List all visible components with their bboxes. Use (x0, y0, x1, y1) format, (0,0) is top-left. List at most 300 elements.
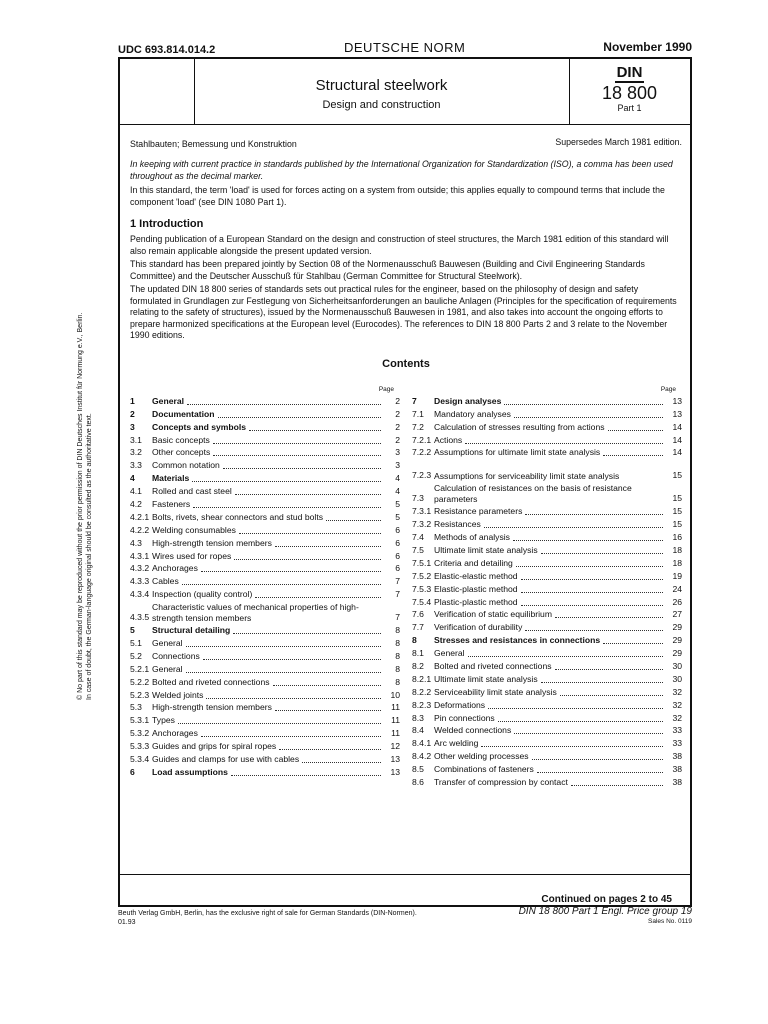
section-title: Bolted and riveted connections (434, 661, 552, 672)
decimal-marker-note: In keeping with current practice in standards published by the International Organization for Standardization (ISO), a comma has been used throughout as the decimal marker. (130, 159, 673, 181)
print-code: 01.93 (118, 919, 136, 926)
page-number: 27 (672, 609, 682, 620)
contents-entry (130, 484, 400, 497)
page-number: 33 (672, 738, 682, 749)
norm-label: DEUTSCHE NORM (344, 40, 466, 55)
contents-entry (130, 752, 400, 765)
section-number: 7.2.3 (412, 470, 432, 481)
section-number: 8.2.3 (412, 699, 432, 710)
section-title: Common notation (152, 460, 220, 471)
contents-entry (412, 394, 682, 407)
section-title: Pin connections (434, 712, 495, 723)
leader-dots (302, 762, 381, 763)
section-number: 7.3 (412, 493, 424, 504)
section-title: Structural detailing (152, 625, 231, 636)
page-number: 18 (672, 545, 682, 556)
section-number: 8.2.1 (412, 673, 432, 684)
section-title: Deformations (434, 699, 486, 710)
section-title: Types (152, 715, 175, 726)
page-number: 7 (395, 589, 400, 600)
contents-entry (130, 701, 400, 714)
intro-paragraph-1: Pending publication of a European Standard on the design and construction of steel structures, the March 1981 edition of this standard will also remain applicable alongside the present updated version. (130, 234, 669, 256)
section-number: 7.6 (412, 609, 424, 620)
section-title: Other concepts (152, 447, 211, 458)
leader-dots (235, 494, 381, 495)
contents-entry (412, 633, 682, 646)
page-number: 32 (672, 686, 682, 697)
page-number: 7 (395, 612, 400, 623)
contents-entry (412, 762, 682, 775)
contents-entry (412, 620, 682, 633)
leader-dots (255, 597, 381, 598)
authoritative-text-line: In case of doubt, the German-language original should be consulted as the authoritative text. (86, 413, 93, 700)
section-title: Concepts and symbols (152, 421, 247, 432)
contents-entry (412, 736, 682, 749)
page-number: 15 (672, 470, 682, 481)
section-number: 4.2 (130, 499, 142, 510)
contents-entry (130, 636, 400, 649)
page-number: 24 (672, 583, 682, 594)
contents-entry (412, 420, 682, 433)
leader-dots (532, 759, 663, 760)
section-number: 8.2.2 (412, 686, 432, 697)
section-title: Calculation of stresses resulting from actions (434, 421, 605, 432)
section-title: Assumptions for serviceability limit state analysis (434, 470, 620, 481)
contents-entry (130, 688, 400, 701)
section-number: 1 (130, 395, 135, 406)
contents-entry (412, 698, 682, 711)
page-number: 5 (395, 511, 400, 522)
sales-number: Sales No. 0119 (648, 918, 692, 925)
page-number: 4 (395, 486, 400, 497)
leader-dots (498, 721, 663, 722)
section-number: 4.3.5 (130, 612, 150, 623)
section-number: 7.5.2 (412, 570, 432, 581)
document-header (118, 40, 692, 58)
leader-dots (525, 630, 663, 631)
section-number: 8.5 (412, 764, 424, 775)
section-number: 3.3 (130, 460, 142, 471)
leader-dots (275, 546, 381, 547)
section-title: Plastic-plastic method (434, 596, 518, 607)
contents-entry (130, 623, 400, 636)
section-number: 4.3.4 (130, 589, 150, 600)
contents-entry (412, 543, 682, 556)
page-number: 38 (672, 764, 682, 775)
page-number: 4 (395, 473, 400, 484)
bottom-rule (120, 874, 690, 875)
contents-entry (130, 446, 400, 459)
contents-entry (130, 523, 400, 536)
german-title: Stahlbauten; Bemessung und Konstruktion (130, 139, 297, 149)
leader-dots (234, 559, 381, 560)
contents-entry (130, 574, 400, 587)
page-number: 11 (391, 702, 400, 713)
page-number: 2 (395, 408, 400, 419)
section-number: 6 (130, 766, 135, 777)
section-title: High-strength tension members (152, 702, 272, 713)
section-title: Other welding processes (434, 751, 529, 762)
section-title: Resistances (434, 519, 481, 530)
leader-dots (201, 571, 381, 572)
page-number: 30 (672, 673, 682, 684)
page-number: 19 (672, 570, 682, 581)
contents-entry (130, 458, 400, 471)
leader-dots (193, 507, 381, 508)
section-title: Verification of static equilibrium (434, 609, 552, 620)
contents-entry (412, 530, 682, 543)
contents-entry (412, 517, 682, 530)
leader-dots (514, 417, 663, 418)
contents-column-right (412, 384, 682, 788)
section-number: 5.2.2 (130, 676, 150, 687)
section-number: 7.2.1 (412, 434, 432, 445)
section-title: Mandatory analyses (434, 408, 511, 419)
leader-dots (488, 708, 663, 709)
contents-entry (412, 749, 682, 762)
intro-paragraph-2: This standard has been prepared jointly by Section 08 of the Normenausschuß Bauwesen (Building and Civil Engineering Standards Committee) and the Deutscher Ausschuß für Stahlbau (German Committee for Structural Steelwork). (130, 259, 645, 281)
section-title: Basic concepts (152, 434, 210, 445)
section-number: 7.7 (412, 622, 424, 633)
page-number: 29 (672, 648, 682, 659)
contents-entry (412, 608, 682, 621)
title-cell (194, 59, 570, 124)
din-number: 18 800 (601, 83, 658, 103)
leader-dots (481, 746, 663, 747)
contents-entry (130, 510, 400, 523)
section-title: Verification of durability (434, 622, 523, 633)
section-title: Documentation (152, 408, 215, 419)
section-title: Cables (152, 576, 179, 587)
leader-dots (484, 527, 663, 528)
contents-entry (412, 724, 682, 737)
standard-frame (118, 57, 692, 907)
page-number: 38 (672, 751, 682, 762)
page-number: 16 (672, 532, 682, 543)
section-number: 7.2.2 (412, 447, 432, 458)
section-title: High-strength tension members (152, 537, 272, 548)
section-title: Bolted and riveted connections (152, 676, 270, 687)
leader-dots (182, 584, 381, 585)
publisher-rights: Beuth Verlag GmbH, Berlin, has the exclusive right of sale for German Standards (DIN-Normen). (118, 910, 417, 917)
contents-entry (130, 726, 400, 739)
section-title: Welded connections (434, 725, 512, 736)
section-number: 5.3.3 (130, 741, 150, 752)
contents-entry (130, 433, 400, 446)
contents-entry (130, 549, 400, 562)
leader-dots (560, 695, 663, 696)
section-number: 5.2.3 (130, 689, 150, 700)
section-title: Guides and clamps for use with cables (152, 754, 300, 765)
issue-date: November 1990 (603, 40, 692, 54)
page-number: 13 (390, 766, 400, 777)
contents-entry (412, 433, 682, 446)
section-title: Inspection (quality control) (152, 589, 253, 600)
leader-dots (541, 682, 663, 683)
section-number: 4.3.1 (130, 550, 150, 561)
section-number: 4.3.3 (130, 576, 150, 587)
page-number: 18 (672, 557, 682, 568)
page-number: 5 (395, 499, 400, 510)
section-number: 7.5 (412, 545, 424, 556)
page-number: 29 (672, 622, 682, 633)
section-title: Elastic-elastic method (434, 570, 518, 581)
leader-dots (465, 443, 663, 444)
leader-dots (603, 643, 663, 644)
page-number: 26 (672, 596, 682, 607)
copyright-line: © No part of this standard may be reproduced without the prior permission of DIN Deutsches Institut für Normung e.V., Berlin. (77, 312, 84, 700)
contents-entry (130, 471, 400, 484)
page-number: 13 (672, 395, 682, 406)
page-number: 8 (395, 638, 400, 649)
leader-dots (273, 685, 381, 686)
section-title: Guides and grips for spiral ropes (152, 741, 277, 752)
section-title: Rolled and cast steel (152, 486, 232, 497)
contents-heading: Contents (382, 358, 430, 370)
section-number: 8.2 (412, 661, 424, 672)
din-logo: DIN (616, 64, 643, 81)
intro-paragraph-3: The updated DIN 18 800 series of standards sets out practical rules for the engineer, based on the philosophy of design and safety formulated in Grundlagen zur Festlegung von Sicherheitsanforderungen an bauliche Anlagen (Principles for the specification of requirements relating to the safety of structures), issued by the Normenausschuß Bauwesen in 1981, and also takes into account the ongoing efforts to prepare harmonized specifications at the European level (Eurocodes). The references to DIN 18 800 Parts 2 and 3 relate to the November 1990 editions. (130, 284, 677, 340)
contents-entry (412, 569, 682, 582)
section-title: Wires used for ropes (152, 550, 232, 561)
leader-dots (203, 659, 381, 660)
section-number: 8.4.2 (412, 751, 432, 762)
leader-dots (233, 633, 381, 634)
introduction-heading: 1 Introduction (130, 218, 204, 230)
leader-dots (326, 520, 381, 521)
leader-dots (521, 605, 663, 606)
section-title: Welding consumables (152, 524, 236, 535)
section-number: 8 (412, 635, 417, 646)
section-number: 4.3.2 (130, 563, 150, 574)
section-title: Anchorages (152, 563, 198, 574)
section-title: Stresses and resistances in connections (434, 635, 601, 646)
leader-dots (231, 775, 381, 776)
leader-dots (213, 455, 381, 456)
load-term-note: In this standard, the term 'load' is used for forces acting on a system from outside; this applies equally to compound terms that include the component 'load' (see DIN 1080 Part 1). (130, 185, 665, 207)
section-number: 7.3.2 (412, 519, 432, 530)
document-title: Structural steelwork (315, 77, 448, 94)
section-number: 2 (130, 408, 135, 419)
section-title: Resistance parameters (434, 506, 523, 517)
leader-dots (571, 785, 663, 786)
leader-dots (468, 656, 663, 657)
section-title: General (152, 663, 183, 674)
contents-entry (412, 685, 682, 698)
section-title: General (434, 648, 465, 659)
contents-entry (412, 775, 682, 788)
leader-dots (275, 710, 381, 711)
section-number: 7.1 (412, 408, 424, 419)
section-title: Arc welding (434, 738, 479, 749)
section-title: Bolts, rivets, shear connectors and stud bolts (152, 511, 324, 522)
copyright-side-note (76, 280, 94, 700)
contents-entry (130, 649, 400, 662)
section-number: 4.3 (130, 537, 142, 548)
section-title: Transfer of compression by contact (434, 777, 568, 788)
contents-entry (412, 659, 682, 672)
contents-entry (412, 446, 682, 459)
leader-dots (213, 443, 381, 444)
supersedes-note: Supersedes March 1981 edition. (555, 137, 682, 147)
page-number: 30 (672, 661, 682, 672)
page-number: 10 (390, 689, 400, 700)
din-part: Part 1 (617, 103, 642, 113)
leader-dots (218, 417, 381, 418)
section-number: 7.4 (412, 532, 424, 543)
section-title: Methods of analysis (434, 532, 510, 543)
page-number: 15 (672, 506, 682, 517)
leader-dots (249, 430, 381, 431)
page-number: 38 (672, 777, 682, 788)
section-title: Welded joints (152, 689, 204, 700)
page-number: 2 (395, 421, 400, 432)
page-number: 6 (395, 537, 400, 548)
leader-dots (603, 455, 663, 456)
page-number: 3 (395, 447, 400, 458)
section-title: Load assumptions (152, 766, 228, 777)
leader-dots (608, 430, 663, 431)
section-title: Materials (152, 473, 190, 484)
din-number-cell (569, 59, 690, 124)
section-title: Combinations of fasteners (434, 764, 534, 775)
section-number: 4.2.1 (130, 511, 150, 522)
contents-column-left (130, 384, 400, 778)
section-title: Design analyses (434, 395, 502, 406)
page-number: 14 (672, 447, 682, 458)
contents-entry (412, 646, 682, 659)
leader-dots (178, 723, 381, 724)
leader-dots (525, 514, 663, 515)
section-number: 4.1 (130, 486, 142, 497)
leader-dots (537, 772, 663, 773)
contents-entry (412, 458, 682, 481)
leader-dots (239, 533, 381, 534)
section-title: Assumptions for ultimate limit state analysis (434, 447, 601, 458)
section-number: 5.2 (130, 650, 142, 661)
page-number: 11 (391, 728, 400, 739)
page-number: 13 (390, 754, 400, 765)
page-number: 13 (672, 408, 682, 419)
page-number: 29 (672, 635, 682, 646)
section-number: 8.1 (412, 648, 424, 659)
section-title: Serviceability limit state analysis (434, 686, 557, 697)
section-title: Ultimate limit state analysis (434, 673, 538, 684)
contents-entry (130, 536, 400, 549)
contents-entry (130, 765, 400, 778)
leader-dots (555, 669, 663, 670)
continued-note: Continued on pages 2 to 45 (541, 894, 672, 905)
section-number: 3.1 (130, 434, 142, 445)
section-number: 7.5.1 (412, 557, 432, 568)
contents-entry (130, 600, 400, 623)
contents-entry (412, 504, 682, 517)
contents-entry (412, 582, 682, 595)
section-title: General (152, 395, 185, 406)
section-number: 5.3.4 (130, 754, 150, 765)
page-number: 8 (395, 676, 400, 687)
section-title: Characteristic values of mechanical properties of high-strength tension members (152, 602, 359, 623)
section-number: 8.4 (412, 725, 424, 736)
leader-dots (513, 540, 663, 541)
section-number: 7.3.1 (412, 506, 432, 517)
section-title: Ultimate limit state analysis (434, 545, 538, 556)
contents-entry (130, 713, 400, 726)
leader-dots (223, 468, 381, 469)
section-number: 5 (130, 625, 135, 636)
page-number: 14 (672, 421, 682, 432)
section-title: Calculation of resistances on the basis of resistance parameters (434, 483, 632, 504)
section-title: General (152, 638, 183, 649)
section-number: 7.2 (412, 421, 424, 432)
contents-entry (130, 497, 400, 510)
section-number: 5.3.2 (130, 728, 150, 739)
leader-dots (186, 646, 381, 647)
section-title: Actions (434, 434, 463, 445)
section-number: 8.3 (412, 712, 424, 723)
page-column-label: Page (660, 386, 676, 393)
page-number: 33 (672, 725, 682, 736)
page-number: 2 (395, 434, 400, 445)
leader-dots (555, 617, 663, 618)
page-number: 6 (395, 550, 400, 561)
page-number: 3 (395, 460, 400, 471)
section-number: 4 (130, 473, 135, 484)
section-title: Fasteners (152, 499, 191, 510)
price-group: DIN 18 800 Part 1 Engl. Price group 19 (518, 906, 692, 917)
contents-entry (130, 662, 400, 675)
section-number: 5.3.1 (130, 715, 150, 726)
section-number: 4.2.2 (130, 524, 150, 535)
contents-entry (130, 562, 400, 575)
leader-dots (206, 698, 381, 699)
contents-entry (412, 407, 682, 420)
section-title: Connections (152, 650, 200, 661)
section-number: 5.2.1 (130, 663, 150, 674)
page-number: 8 (395, 625, 400, 636)
title-blank-cell (120, 59, 195, 124)
contents-entry (412, 481, 682, 504)
contents-entry (130, 407, 400, 420)
leader-dots (521, 579, 663, 580)
page-number: 6 (395, 524, 400, 535)
section-number: 7.5.3 (412, 583, 432, 594)
page-number: 14 (672, 434, 682, 445)
section-title: Criteria and detailing (434, 557, 513, 568)
page-number: 7 (395, 576, 400, 587)
page-number: 12 (390, 741, 400, 752)
section-title: Elastic-plastic method (434, 583, 518, 594)
page-number: 15 (672, 493, 682, 504)
page-number: 8 (395, 663, 400, 674)
contents-entry (412, 556, 682, 569)
leader-dots (504, 404, 663, 405)
section-number: 8.4.1 (412, 738, 432, 749)
document-subtitle: Design and construction (322, 99, 441, 111)
leader-dots (521, 592, 663, 593)
page-number: 32 (672, 712, 682, 723)
section-number: 7 (412, 395, 417, 406)
leader-dots (201, 736, 381, 737)
page-number: 15 (672, 519, 682, 530)
contents-entry (412, 672, 682, 685)
page-number: 6 (395, 563, 400, 574)
leader-dots (514, 733, 663, 734)
leader-dots (516, 566, 663, 567)
section-number: 5.3 (130, 702, 142, 713)
contents-entry (130, 675, 400, 688)
page-number: 11 (391, 715, 400, 726)
